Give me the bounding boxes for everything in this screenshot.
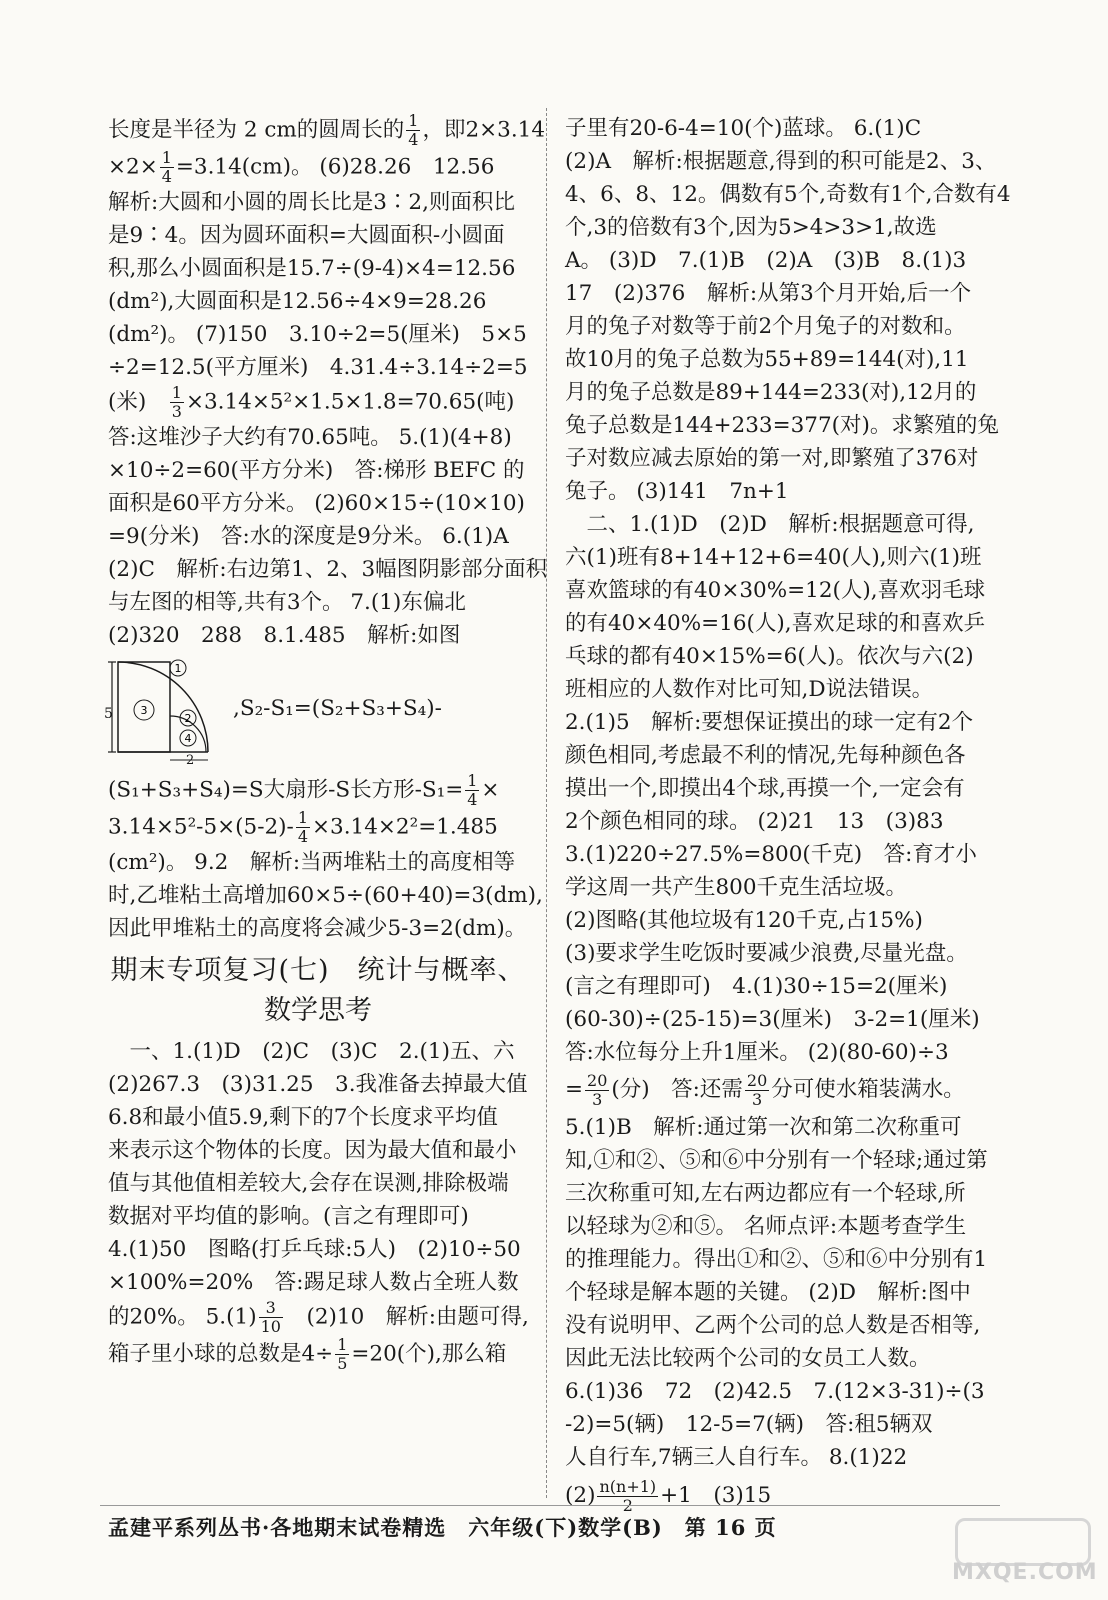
- text-line: 子对数应减去原始的第一对,即繁殖了376对: [565, 446, 979, 471]
- text-line: 以轻球为②和⑤。 名师点评:本题考查学生: [565, 1214, 967, 1239]
- text-line: (2) $\frac{n(n+1)}{2}$ +1 (3)15: [565, 1476, 772, 1515]
- text-line: 兔子。 (3)141 7n+1: [565, 479, 789, 504]
- text-line: (60-30)÷(25-15)=3(厘米) 3-2=1(厘米): [565, 1007, 980, 1032]
- fraction: $\frac{1}{4}$: [408, 111, 419, 149]
- figure-label-circle-3: 3: [140, 704, 148, 717]
- fraction: $\frac{20}{3}$: [587, 1070, 608, 1109]
- figure-label-side: 5: [104, 706, 113, 722]
- figure-equation: ,S₂-S₁=(S₂+S₃+S₄)-: [233, 696, 442, 721]
- text-line: 3.(1)220÷27.5%=800(千克) 答:育才小: [565, 842, 977, 867]
- text-line: 知,①和②、⑤和⑥中分别有一个轻球;通过第: [565, 1148, 988, 1173]
- figure-label-circle-1: 1: [174, 662, 182, 675]
- text-line: (3)要求学生吃饭时要减少浪费,尽量光盘。: [565, 941, 968, 966]
- text-line: 因此甲堆粘土的高度将会减少5-3=2(dm)。: [108, 916, 527, 941]
- text-line: (2)320 288 8.1.485 解析:如图: [108, 623, 461, 648]
- text-line: 2.(1)5 解析:要想保证摸出的球一定有2个: [565, 710, 974, 735]
- text-line: ×2× $\frac{1}{4}$ =3.14(cm)。 (6)28.26 12.56: [108, 148, 495, 186]
- text-line: 是9∶4。因为圆环面积=大圆面积-小圆面: [108, 223, 505, 248]
- text-line: 6.(1)36 72 (2)42.5 7.(12×3-31)÷(3: [565, 1379, 985, 1404]
- text-line: 个轻球是解本题的关键。 (2)D 解析:图中: [565, 1280, 971, 1305]
- text-line: 乓球的都有40×15%=6(人)。依次与六(2): [565, 644, 974, 669]
- text-line: (2)A 解析:根据题意,得到的积可能是2、3、: [565, 149, 997, 174]
- text-line: 喜欢篮球的有40×30%=12(人),喜欢羽毛球: [565, 578, 986, 603]
- quarter-circle-diagram: [108, 656, 228, 768]
- text-line: (2)C 解析:右边第1、2、3幅图阴影部分面积: [108, 557, 548, 582]
- text-line: ÷2=12.5(平方厘米) 4.31.4÷3.14÷2=5: [108, 355, 528, 380]
- text-line: 学这周一共产生800千克生活垃圾。: [565, 875, 908, 900]
- text-line: 子里有20-6-4=10(个)蓝球。 6.(1)C: [565, 116, 922, 141]
- text-line: 个,3的倍数有3个,因为5>4>3>1,故选: [565, 215, 937, 240]
- text-line: ×100%=20% 答:踢足球人数占全班人数: [108, 1270, 519, 1295]
- text-line: 三次称重可知,左右两边都应有一个轻球,所: [565, 1181, 966, 1206]
- fraction: $\frac{3}{10}$: [260, 1298, 281, 1336]
- text-line: 月的兔子总数是89+144=233(对),12月的: [565, 380, 977, 405]
- text-line: 值与其他值相差较大,会存在误测,排除极端: [108, 1171, 509, 1196]
- figure-label-circle-2: 2: [184, 712, 192, 725]
- text-line: 没有说明甲、乙两个公司的总人数是否相等,: [565, 1313, 981, 1338]
- text-line: 的有40×40%=16(人),喜欢足球的和喜欢乒: [565, 611, 986, 636]
- text-line: 一、1.(1)D (2)C (3)C 2.(1)五、六: [108, 1039, 515, 1064]
- fraction: $\frac{1}{4}$: [297, 808, 308, 846]
- text-line: (cm²)。 9.2 解析:当两堆粘土的高度相等: [108, 850, 516, 875]
- text-line: = $\frac{20}{3}$ (分) 答:还需 $\frac{20}{3}$ 分可使水箱装满水。: [565, 1070, 965, 1109]
- text-line: 时,乙堆粘土高增加60×5÷(60+40)=3(dm),: [108, 883, 543, 908]
- text-line: (2)267.3 (3)31.25 3.我准备去掉最大值: [108, 1072, 528, 1097]
- text-line: 解析:大圆和小圆的周长比是3∶2,则面积比: [108, 190, 515, 215]
- text-line: 5.(1)B 解析:通过第一次和第二次称重可: [565, 1115, 962, 1140]
- text-line: 来表示这个物体的长度。因为最大值和最小: [108, 1138, 517, 1163]
- text-line: A。 (3)D 7.(1)B (2)A (3)B 8.(1)3: [565, 248, 967, 273]
- text-line: 4.(1)50 图略(打乒乓球:5人) (2)10÷50: [108, 1237, 521, 1262]
- text-line: ×10÷2=60(平方分米) 答:梯形 BEFC 的: [108, 458, 525, 483]
- footer-rule: [100, 1505, 1000, 1506]
- text-line: (2)图略(其他垃圾有120千克,占15%): [565, 908, 923, 933]
- text-line: 班相应的人数作对比可知,D说法错误。: [565, 677, 934, 702]
- text-line: 与左图的相等,共有3个。 7.(1)东偏北: [108, 590, 466, 615]
- text-line: 故10月的兔子总数为55+89=144(对),11: [565, 347, 969, 372]
- section-title: 期末专项复习(七) 统计与概率、 数学思考: [110, 955, 526, 1026]
- left-column: [104, 111, 548, 1373]
- text-line: 摸出一个,即摸出4个球,再摸一个,一定会有: [565, 776, 965, 801]
- text-line: 面积是60平方分米。 (2)60×15÷(10×10): [108, 491, 525, 516]
- text-line: (dm²)。 (7)150 3.10÷2=5(厘米) 5×5: [108, 322, 527, 347]
- text-line: 2个颜色相同的球。 (2)21 13 (3)83: [565, 809, 944, 834]
- right-column: [565, 112, 1011, 1518]
- text-line: (言之有理即可) 4.(1)30÷15=2(厘米): [565, 974, 948, 999]
- text-line: 人自行车,7辆三人自行车。 8.(1)22: [565, 1445, 908, 1470]
- fraction: $\frac{1}{3}$: [171, 383, 182, 421]
- text-line: 兔子总数是144+233=377(对)。求繁殖的兔: [565, 413, 999, 438]
- text-line: 6.8和最小值5.9,剩下的7个长度求平均值: [108, 1105, 498, 1130]
- fraction: $\frac{1}{4}$: [467, 771, 478, 809]
- fraction: $\frac{1}{4}$: [161, 148, 172, 186]
- text-line: (S₁+S₃+S₄)=S大扇形-S长方形-S₁= $\frac{1}{4}$ ×: [108, 771, 500, 809]
- text-line: 4、6、8、12。偶数有5个,奇数有1个,合数有4: [565, 182, 1011, 207]
- text-line: 因此无法比较两个公司的女员工人数。: [565, 1346, 931, 1371]
- text-line: 的20%。 5.(1) $\frac{3}{10}$ (2)10 解析:由题可得,: [108, 1298, 529, 1336]
- text-line: 二、1.(1)D (2)D 解析:根据题意可得,: [565, 512, 975, 537]
- fraction: $\frac{20}{3}$: [746, 1070, 768, 1109]
- text-line: 箱子里小球的总数是4÷ $\frac{1}{5}$ =20(个),那么箱: [108, 1335, 507, 1373]
- text-line: 长度是半径为 2 cm的圆周长的 $\frac{1}{4}$ ，即2×3.14: [108, 111, 546, 149]
- text-line: 积,那么小圆面积是15.7÷(9-4)×4=12.56: [108, 256, 516, 281]
- text-line: =9(分米) 答:水的深度是9分米。 6.(1)A: [108, 524, 509, 549]
- text-line: 数据对平均值的影响。(言之有理即可): [108, 1204, 469, 1229]
- figure-label-bottom: 2: [186, 753, 195, 768]
- column-divider: [546, 108, 547, 1498]
- text-line: (dm²),大圆面积是12.56÷4×9=28.26: [108, 289, 487, 314]
- text-line: 月的兔子对数等于前2个月兔子的对数和。: [565, 314, 966, 339]
- text-line: 六(1)班有8+14+12+6=40(人),则六(1)班: [565, 545, 982, 570]
- page-footer: 孟建平系列丛书·各地期末试卷精选 六年级(下)数学(B) 第 16 页: [108, 1515, 777, 1540]
- text-line: (米) $\frac{1}{3}$ ×3.14×5²×1.5×1.8=70.65(吨): [108, 383, 515, 421]
- figure-label-circle-4: 4: [184, 732, 192, 745]
- watermark-logo: [955, 1518, 1091, 1566]
- text-line: -2)=5(辆) 12-5=7(辆) 答:租5辆双: [565, 1412, 933, 1437]
- geometry-figure: [104, 656, 528, 768]
- text-line: 答:水位每分上升1厘米。 (2)(80-60)÷3: [565, 1040, 949, 1065]
- watermark-text: MXQE.COM: [952, 1560, 1098, 1585]
- text-line: 17 (2)376 解析:从第3个月开始,后一个: [565, 281, 972, 306]
- text-line: 的推理能力。得出①和②、⑤和⑥中分别有1: [565, 1247, 988, 1272]
- fraction: $\frac{n(n+1)}{2}$: [599, 1476, 657, 1515]
- fraction: $\frac{1}{5}$: [337, 1335, 348, 1373]
- text-line: 答:这堆沙子大约有70.65吨。 5.(1)(4+8): [108, 425, 512, 450]
- text-line: 颜色相同,考虑最不利的情况,先每种颜色各: [565, 743, 966, 768]
- text-line: 3.14×5²-5×(5-2)- $\frac{1}{4}$ ×3.14×2²=1.485: [108, 808, 498, 846]
